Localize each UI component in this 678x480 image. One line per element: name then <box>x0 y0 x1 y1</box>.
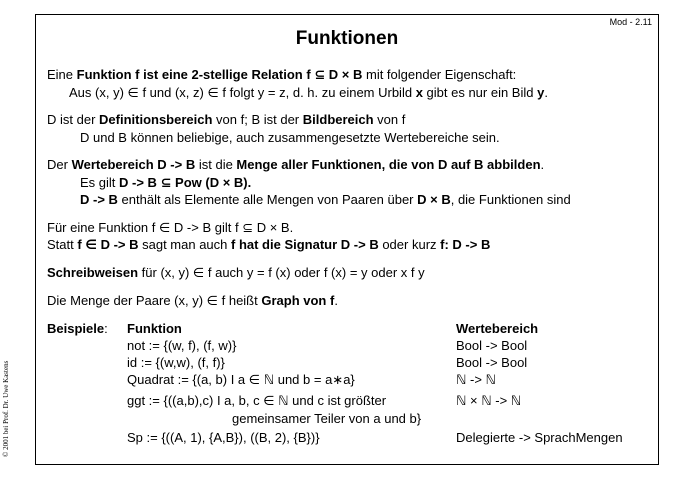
example-range: Bool -> Bool <box>456 338 528 353</box>
examples-label <box>47 321 108 336</box>
example-function: Sp := {((A, 1), {A,B}), ((B, 2), {B})} <box>127 430 320 445</box>
para5-text: für (x, y) ∈ f auch y = f (x) oder f (x) = y oder x f y <box>138 265 425 280</box>
para2-text: D ist der <box>47 112 100 127</box>
para3-line2 <box>80 175 251 191</box>
para6-line <box>47 293 338 309</box>
examples-header-function: Funktion <box>127 321 182 336</box>
example-range: ℕ -> ℕ <box>456 372 496 387</box>
para3-line3 <box>80 192 571 207</box>
para2-line1 <box>47 112 405 127</box>
copyright-note: © 2001 bei Prof. Dr. Uwe Kastens <box>2 360 10 457</box>
para2-text: von f <box>373 112 406 127</box>
example-range: Delegierte -> SprachMengen <box>456 430 623 445</box>
para4-bold: f ∈ D -> B <box>77 237 139 252</box>
para3-text: enthält als Elemente alle Mengen von Paaren über <box>117 192 418 207</box>
example-function-continuation: gemeinsamer Teiler von a und b} <box>232 411 422 426</box>
para6-text: Die Menge der Paare (x, y) ∈ f heißt <box>47 293 262 308</box>
para1-text: mit folgender Eigenschaft: <box>362 67 517 82</box>
para4-bold: f hat die Signatur D -> B <box>231 237 379 252</box>
para4-bold: f: D -> B <box>440 237 491 252</box>
para4-text: oder kurz <box>378 237 441 252</box>
para3-bold: D -> B ⊆ Pow (D × B). <box>119 175 252 190</box>
para1-line2 <box>69 85 548 101</box>
para1-line1 <box>47 67 516 83</box>
para1-text: Aus (x, y) ∈ f und (x, z) ∈ f folgt y = z, d. h. zu einem Urbild <box>69 85 416 100</box>
examples-label-text: Beispiele <box>47 321 105 336</box>
para2-bold: Definitionsbereich <box>99 112 213 127</box>
example-function: Quadrat := {(a, b) I a ∈ ℕ und b = a∗a} <box>127 372 355 387</box>
example-range: ℕ × ℕ -> ℕ <box>456 393 522 408</box>
examples-label-colon: : <box>104 321 108 336</box>
page-title: Funktionen <box>295 28 399 49</box>
para3-bold: D -> B <box>80 192 118 207</box>
para5-line <box>47 265 425 281</box>
para3-text: . <box>540 157 545 172</box>
para6-text: . <box>334 293 338 308</box>
para3-bold: Menge aller Funktionen, die von D auf B abbilden <box>236 157 541 172</box>
example-range: Bool -> Bool <box>456 355 528 370</box>
para1-bold: x <box>415 85 423 100</box>
para1-bold: y <box>537 85 545 100</box>
example-function: not := {(w, f), (f, w)} <box>127 338 237 353</box>
para3-text: , die Funktionen sind <box>450 192 571 207</box>
para3-text: ist die <box>195 157 237 172</box>
example-function: id := {(w,w), (f, f)} <box>127 355 225 370</box>
para2-text: von f; B ist der <box>212 112 303 127</box>
para4-line2 <box>47 237 490 253</box>
para3-text: Es gilt <box>80 175 120 190</box>
para1-text: Eine <box>47 67 77 82</box>
para1-bold: Funktion f ist eine 2-stellige Relation f ⊆ D × B <box>76 67 363 82</box>
examples-header-range: Wertebereich <box>456 321 539 336</box>
para3-bold: D × B <box>417 192 451 207</box>
para4-text: sagt man auch <box>138 237 231 252</box>
para4-line1: Für eine Funktion f ∈ D -> B gilt f ⊆ D × B. <box>47 220 294 235</box>
para3-line1 <box>47 157 544 172</box>
para6-bold: Graph von f <box>261 293 335 308</box>
para1-text: . <box>544 85 548 100</box>
para4-text: Statt <box>47 237 78 252</box>
para5-bold: Schreibweisen <box>47 265 139 280</box>
para1-text: gibt es nur ein Bild <box>422 85 538 100</box>
example-function: ggt := {((a,b),c) I a, b, c ∈ ℕ und c ist größter <box>127 393 387 408</box>
para3-text: Der <box>47 157 72 172</box>
para3-bold: Wertebereich D -> B <box>71 157 196 172</box>
slide-number: Mod - 2.11 <box>609 17 652 27</box>
para2-line2: D und B können beliebige, auch zusammengesetzte Wertebereiche sein. <box>80 130 500 145</box>
para2-bold: Bildbereich <box>302 112 374 127</box>
